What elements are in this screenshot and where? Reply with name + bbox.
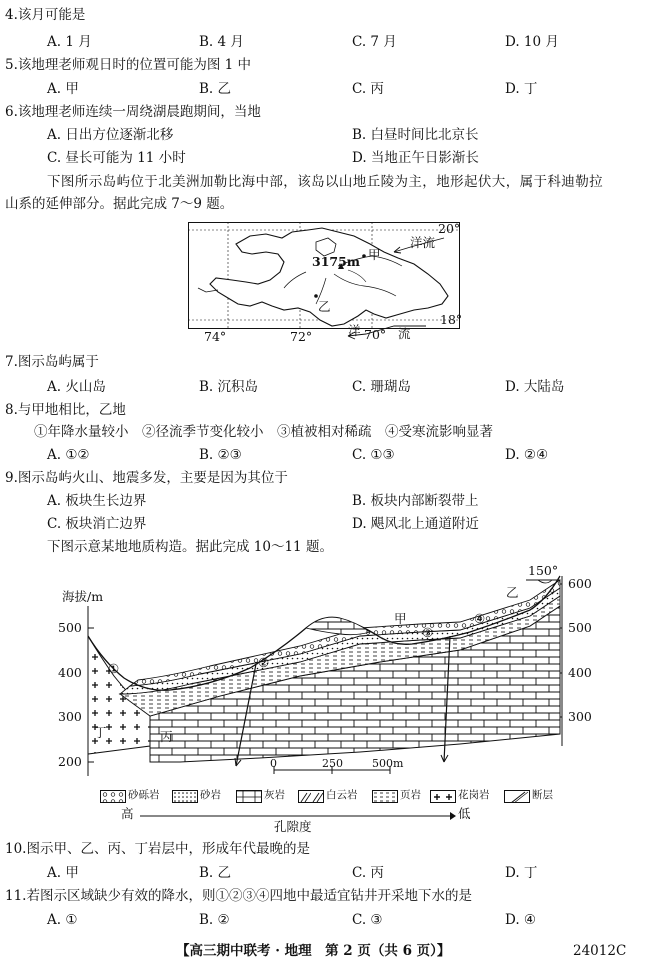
q10-option-a[interactable]: A. 甲: [47, 865, 79, 881]
porosity-low: 低: [458, 806, 471, 821]
legend-limestone: 灰岩: [264, 789, 285, 801]
q11-option-c[interactable]: C. ③: [352, 912, 383, 928]
q5-option-c[interactable]: C. 丙: [352, 81, 384, 97]
legend-fault: 断层: [532, 789, 553, 801]
map-lat-20: 20°: [438, 221, 461, 236]
label-bing: 丙: [160, 729, 173, 744]
q7-option-d[interactable]: D. 大陆岛: [505, 379, 565, 395]
right-tick-500: 500: [568, 620, 592, 635]
q4-option-d[interactable]: D. 10 月: [505, 34, 559, 50]
island-map: [188, 221, 463, 344]
legend-sandstone: 砂岩: [200, 789, 221, 801]
q10-option-b[interactable]: B. 乙: [199, 865, 232, 881]
q9-option-b[interactable]: B. 板块内部断裂带上: [352, 493, 479, 509]
right-tick-600: 600: [568, 576, 592, 591]
q4-option-b[interactable]: B. 4 月: [199, 34, 244, 50]
map-lat-18: 18°: [440, 312, 463, 327]
legend-conglomerate-swatch: [100, 790, 126, 803]
legend-granite: 花岗岩: [458, 789, 490, 801]
right-tick-300: 300: [568, 709, 592, 724]
legend-conglomerate: 砂砾岩: [128, 789, 160, 801]
point-2: ②: [258, 655, 270, 670]
point-1: ①: [108, 661, 120, 676]
q6-option-d[interactable]: D. 当地正午日影渐长: [352, 150, 479, 166]
legend-limestone-swatch: [236, 790, 262, 803]
map-label-jia: 甲: [368, 247, 381, 262]
legend-fault-swatch: [504, 790, 530, 803]
q5-stem: 5.该地理老师观日时的位置可能为图 1 中: [5, 57, 252, 73]
q10-option-d[interactable]: D. 丁: [505, 865, 538, 881]
q7-option-b[interactable]: B. 沉积岛: [199, 379, 259, 395]
intro-10-11: 下图示意某地地质构造。据此完成 10～11 题。: [47, 539, 333, 555]
legend-dolomite: 白云岩: [326, 789, 358, 801]
q7-option-a[interactable]: A. 火山岛: [47, 379, 106, 395]
label-ding: 丁: [94, 725, 107, 740]
q11-option-a[interactable]: A. ①: [47, 912, 78, 928]
label-jia: 甲: [394, 611, 407, 626]
map-current-bottom-b: 流: [398, 326, 411, 341]
intro-7-9-line1: 下图所示岛屿位于北美洲加勒比海中部，该岛以山地丘陵为主，地形起伏大，属于科迪勒拉: [47, 174, 603, 190]
left-tick-200: 200: [58, 754, 82, 769]
rock-legend: [100, 788, 570, 804]
q10-stem: 10.图示甲、乙、丙、丁岩层中，形成年代最晚的是: [5, 841, 310, 857]
porosity-label: 孔隙度: [274, 819, 312, 834]
q8-stem: 8.与甲地相比，乙地: [5, 402, 126, 418]
map-current-bottom-a: 洋: [348, 323, 361, 338]
point-3: ③: [422, 625, 434, 640]
q8-option-b[interactable]: B. ②③: [199, 447, 242, 463]
map-lon-74: 74°: [204, 329, 227, 344]
map-label-yi: 乙: [318, 299, 331, 314]
map-lon-70: 70°: [364, 327, 387, 342]
q5-option-d[interactable]: D. 丁: [505, 81, 538, 97]
legend-sandstone-swatch: [172, 790, 198, 803]
right-tick-400: 400: [568, 665, 592, 680]
q7-stem: 7.图示岛屿属于: [5, 354, 99, 370]
point-4: ④: [474, 611, 486, 626]
label-yi: 乙: [506, 585, 519, 600]
map-lon-72: 72°: [290, 329, 313, 344]
q6-option-b[interactable]: B. 白昼时间比北京长: [352, 127, 479, 143]
q9-stem: 9.图示岛屿火山、地震多发，主要是因为其位于: [5, 470, 288, 486]
q4-option-c[interactable]: C. 7 月: [352, 34, 397, 50]
legend-shale: 页岩: [400, 789, 421, 801]
left-tick-500: 500: [58, 620, 82, 635]
legend-dolomite-swatch: [298, 790, 324, 803]
map-peak-elevation: 3175m: [312, 254, 361, 269]
q9-option-a[interactable]: A. 板块生长边界: [47, 493, 147, 509]
legend-shale-swatch: [372, 790, 398, 803]
q11-stem: 11.若图示区域缺少有效的降水，则①②③④四地中最适宜钻井开采地下水的是: [5, 888, 472, 904]
q8-option-a[interactable]: A. ①②: [47, 447, 90, 463]
footer-page-info: 【高三期中联考 · 地理 第 2 页（共 6 页）】: [176, 943, 451, 959]
q9-option-c[interactable]: C. 板块消亡边界: [47, 516, 147, 532]
q6-option-c[interactable]: C. 昼长可能为 11 小时: [47, 150, 186, 166]
q6-stem: 6.该地理老师连续一周绕湖晨跑期间，当地: [5, 104, 261, 120]
scale-250: 250: [322, 757, 343, 770]
q10-option-c[interactable]: C. 丙: [352, 865, 384, 881]
q4-option-a[interactable]: A. 1 月: [47, 34, 92, 50]
map-current-top: 洋流: [410, 235, 436, 250]
q5-option-a[interactable]: A. 甲: [47, 81, 79, 97]
intro-7-9-line2: 山系的延伸部分。据此完成 7～9 题。: [5, 196, 234, 212]
legend-granite-swatch: [430, 790, 456, 803]
q11-option-d[interactable]: D. ④: [505, 912, 537, 928]
section-y-axis-title: 海拔/m: [62, 589, 104, 604]
q8-items: ①年降水量较小 ②径流季节变化较小 ③植被相对稀疏 ④受寒流影响显著: [34, 424, 493, 440]
q11-option-b[interactable]: B. ②: [199, 912, 230, 928]
scale-0: 0: [270, 757, 277, 770]
q6-option-a[interactable]: A. 日出方位逐渐北移: [47, 127, 174, 143]
q7-option-c[interactable]: C. 珊瑚岛: [352, 379, 411, 395]
dip-angle-label: 150°: [528, 563, 559, 578]
footer-code: 24012C: [573, 943, 627, 959]
left-tick-300: 300: [58, 709, 82, 724]
q4-stem: 4.该月可能是: [5, 7, 86, 23]
left-tick-400: 400: [58, 665, 82, 680]
q8-option-d[interactable]: D. ②④: [505, 447, 549, 463]
q5-option-b[interactable]: B. 乙: [199, 81, 232, 97]
q9-option-d[interactable]: D. 飓风北上通道附近: [352, 516, 479, 532]
porosity-high: 高: [121, 806, 134, 821]
q8-option-c[interactable]: C. ①③: [352, 447, 395, 463]
scale-500m: 500m: [372, 757, 404, 770]
